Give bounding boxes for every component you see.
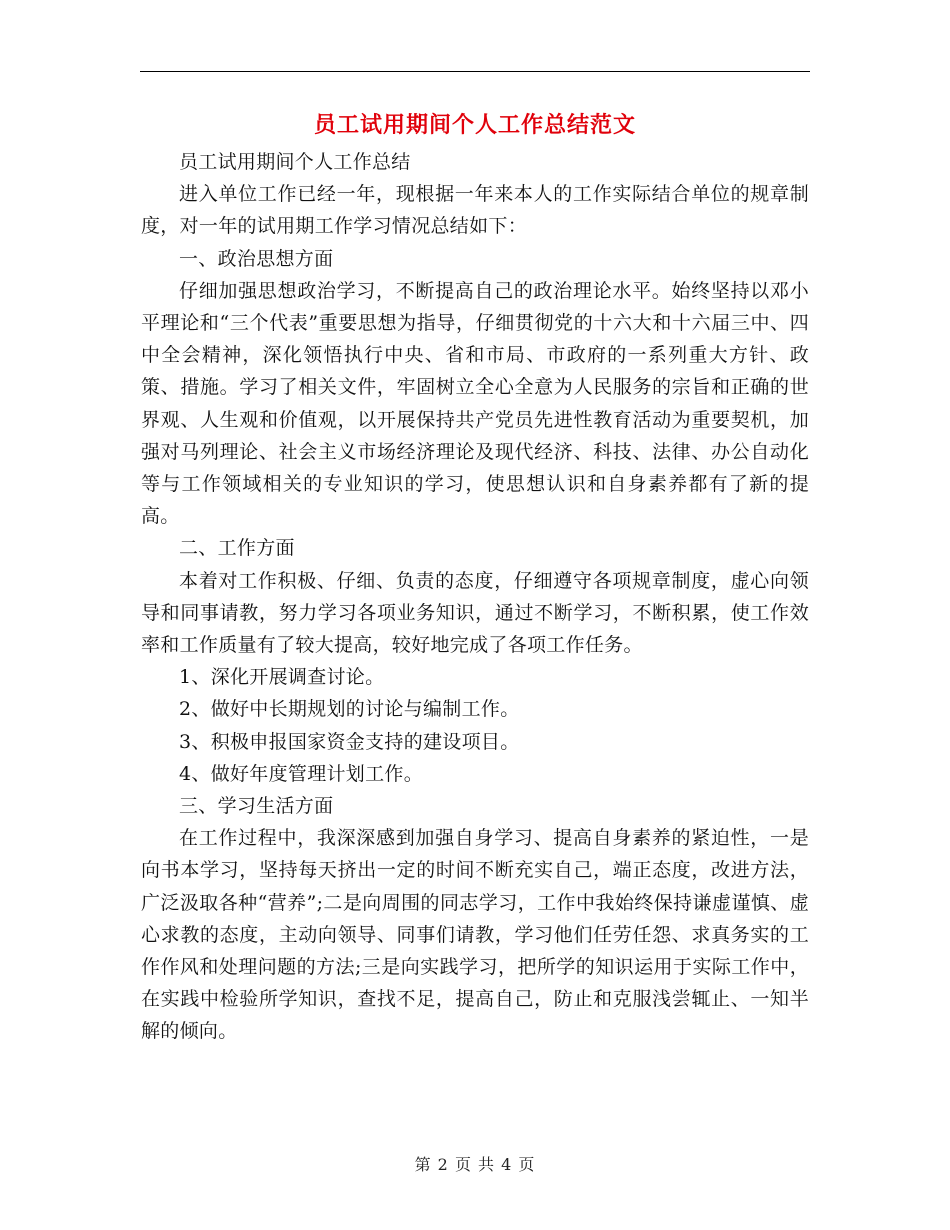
subtitle-paragraph: 员工试用期间个人工作总结 bbox=[179, 151, 411, 173]
work-paragraph: 本着对工作积极、仔细、负责的态度，仔细遵守各项规章制度，虚心向领导和同事请教，努力学习各项业务知识，通过不断学习，不断积累，使工作效率和工作质量有了较大提高，较好地完成了各项工作任务。 bbox=[141, 569, 809, 657]
list-item-2: 2、做好中长期规划的讨论与编制工作。 bbox=[179, 698, 520, 721]
document-title: 员工试用期间个人工作总结范文 bbox=[313, 112, 636, 138]
section-heading-work: 二、工作方面 bbox=[179, 537, 295, 560]
list-item-4: 4、做好年度管理计划工作。 bbox=[179, 762, 423, 785]
document-body bbox=[141, 146, 809, 1048]
section-heading-study: 三、学习生活方面 bbox=[179, 795, 334, 818]
intro-paragraph: 进入单位工作已经一年，现根据一年来本人的工作实际结合单位的规章制度，对一年的试用期工作学习情况总结如下： bbox=[141, 183, 809, 238]
section-heading-politics: 一、政治思想方面 bbox=[179, 247, 334, 270]
politics-paragraph: 仔细加强思想政治学习，不断提高自己的政治理论水平。始终坚持以邓小平理论和“三个代表”重要思想为指导，仔细贯彻党的十六大和十六届三中、四中全会精神，深化领悟执行中央、省和市局、市政府的一系列重大方针、政策、措施。学习了相关文件，牢固树立全心全意为人民服务的宗旨和正确的世界观、人生观和价值观，以开展保持共产党员先进性教育活动为重要契机，加强对马列理论、社会主义市场经济理论及现代经济、科技、法律、办公自动化等与工作领域相关的专业知识的学习，使思想认识和自身素养都有了新的提高。 bbox=[141, 279, 809, 528]
header-rule bbox=[140, 71, 810, 72]
list-item-1: 1、深化开展调查讨论。 bbox=[179, 666, 385, 689]
study-paragraph: 在工作过程中，我深深感到加强自身学习、提高自身素养的紧迫性，一是向书本学习，坚持每天挤出一定的时间不断充实自己，端正态度，改进方法，广泛汲取各种“营养”;二是向周围的同志学习，工作中我始终保持谦虚谨慎、虚心求教的态度，主动向领导、同事们请教，学习他们任劳任怨、求真务实的工作作风和处理问题的方法;三是向实践学习，把所学的知识运用于实际工作中，在实践中检验所学知识，查找不足，提高自己，防止和克服浅尝辄止、一知半解的倾向。 bbox=[141, 827, 809, 1043]
list-item-3: 3、积极申报国家资金支持的建设项目。 bbox=[179, 730, 520, 753]
page-footer: 第 2 页 共 4 页 bbox=[414, 1155, 536, 1174]
